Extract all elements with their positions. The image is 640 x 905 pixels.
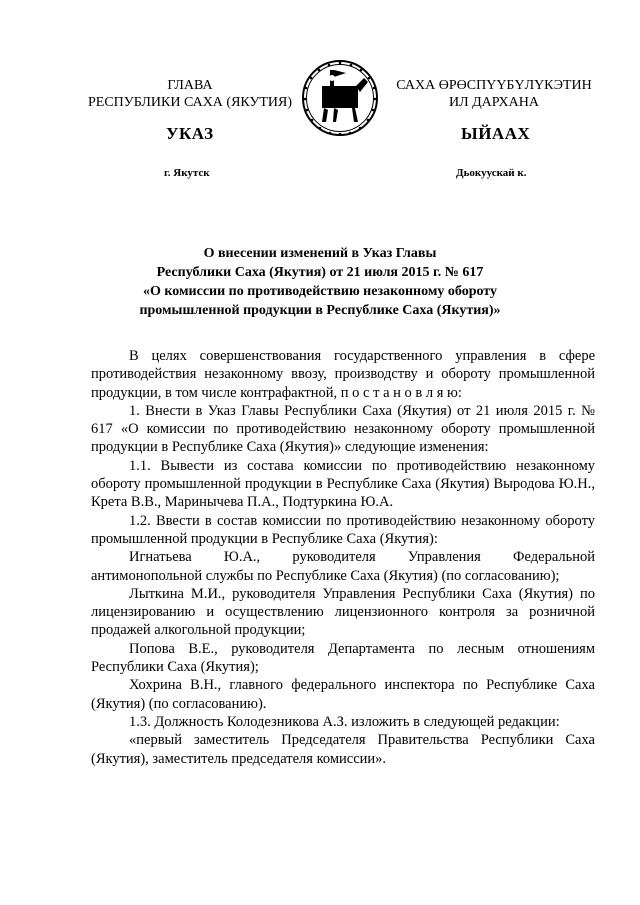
clause-1-1: 1.1. Вывести из состава комиссии по противодействию незаконному обороту промышленной продукции в Республике Саха (Якутия) Выродова Ю.Н., Крета В.В., Маринычева П.А., Подтуркина Ю.А. (91, 457, 595, 511)
title-line3: «О комиссии по противодействию незаконному обороту (143, 284, 497, 299)
header-right-line1: САХА ӨРӨСПҮҮБҮЛҮКЭТИН (396, 78, 592, 93)
coat-of-arms-emblem (300, 56, 380, 140)
clause-1-3-quote: «первый заместитель Председателя Правительства Республики Саха (Якутия), заместитель председателя комиссии». (91, 732, 595, 767)
member-ignatyev: Игнатьева Ю.А., руководителя Управления Федеральной антимонопольной службы по Республике Саха (Якутия) (по согласованию); (91, 549, 595, 584)
city-sakha: Дьокуускай к. (456, 167, 527, 179)
title-line1: О внесении изменений в Указ Главы (203, 246, 437, 261)
member-popov: Попова В.Е., руководителя Департамента по лесным отношениям Республики Саха (Якутия); (91, 640, 595, 676)
intro-text: В целях совершенствования государственного управления в сфере противодействия незаконному ввозу, производству и обороту промышленной продукции, в том числе контрафактной, (91, 348, 595, 401)
decree-label-ru: УКАЗ (166, 124, 214, 143)
decree-body (91, 347, 595, 768)
title-line4: промышленной продукции в Республике Саха (Якутия)» (139, 303, 501, 318)
clause-1-2: 1.2. Ввести в состав комиссии по противодействию незаконному обороту промышленной продукции в Республике Саха (Якутия): (91, 512, 595, 547)
header-left-line2: РЕСПУБЛИКИ САХА (ЯКУТИЯ) (88, 95, 293, 110)
city-ru: г. Якутск (164, 167, 210, 179)
header-left-title (88, 77, 292, 111)
member-lytkin: Лыткина М.И., руководителя Управления Республики Саха (Якутия) по лицензированию и осуществлению лицензионного контроля за розничной продажей алкогольной продукции; (91, 585, 595, 639)
decree-word: п о с т а н о в л я ю: (340, 384, 462, 401)
header-left-line1: ГЛАВА (167, 78, 213, 93)
title-line2: Республики Саха (Якутия) от 21 июля 2015 г. № 617 (156, 265, 484, 280)
header-right-title (378, 77, 610, 111)
header-right-line2: ИЛ ДАРХАНА (448, 95, 539, 110)
document-title (90, 244, 550, 320)
clause-1-3: 1.3. Должность Колодезникова А.З. изложить в следующей редакции: (129, 713, 560, 730)
clause-1: 1. Внести в Указ Главы Республики Саха (Якутия) от 21 июля 2015 г. № 617 «О комиссии по противодействию незаконному обороту промышленной продукции в Республике Саха (Якутия)» следующие изменения: (91, 402, 595, 456)
decree-label-sakha: ЫЙААХ (461, 124, 531, 143)
intro-paragraph (91, 347, 595, 402)
member-khokhrin: Хохрина В.Н., главного федерального инспектора по Республике Саха (Якутия) (по согласованию). (91, 677, 595, 712)
